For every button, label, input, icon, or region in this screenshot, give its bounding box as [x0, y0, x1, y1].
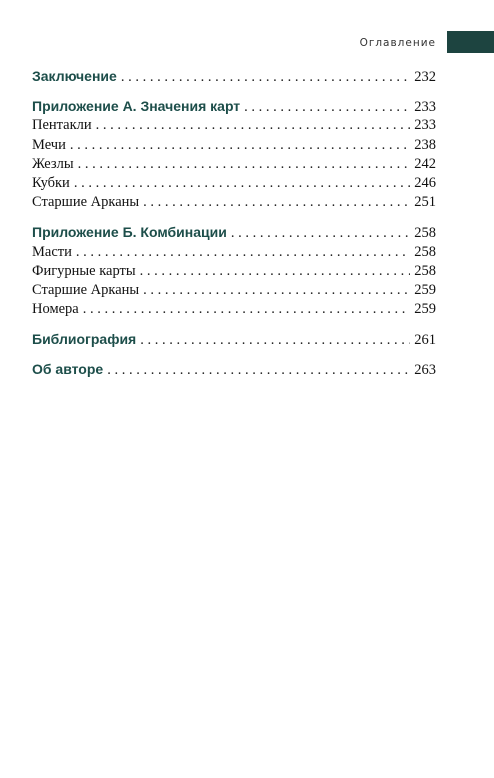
toc-page-number: 259	[414, 301, 436, 318]
leader-dots	[70, 137, 410, 154]
toc-entry-title: Библиография	[32, 331, 137, 348]
leader-dots	[107, 362, 410, 379]
toc-subentry[interactable]	[32, 137, 436, 156]
leader-dots	[83, 301, 411, 318]
leader-dots	[74, 175, 410, 192]
toc-entry-appendix-b[interactable]	[32, 224, 436, 243]
leader-dots	[140, 263, 411, 280]
toc-entry-title: Жезлы	[32, 155, 74, 172]
toc-entry-about-author[interactable]	[32, 361, 436, 380]
toc-subentry[interactable]	[32, 156, 436, 175]
toc-page-number: 261	[414, 332, 436, 349]
toc-entry-title: Старшие Арканы	[32, 194, 140, 211]
toc-page-number: 246	[414, 174, 436, 191]
toc-subentry[interactable]	[32, 282, 436, 301]
toc-page-number: 258	[414, 225, 436, 242]
toc-entry-title: Кубки	[32, 174, 70, 191]
leader-dots	[143, 194, 410, 211]
leader-dots	[121, 69, 410, 86]
toc-entry-title: Фигурные карты	[32, 262, 136, 279]
leader-dots	[76, 244, 410, 261]
toc-entry-title: Об авторе	[32, 361, 104, 378]
header-color-bar	[447, 31, 494, 53]
toc-entry-title: Приложение А. Значения карт	[32, 98, 241, 115]
leader-dots	[96, 117, 411, 134]
table-of-contents	[32, 68, 436, 381]
toc-subentry[interactable]	[32, 244, 436, 263]
leader-dots	[140, 332, 410, 349]
toc-subentry[interactable]	[32, 263, 436, 282]
running-head: Оглавление	[359, 37, 436, 49]
leader-dots	[78, 156, 411, 173]
toc-page-number: 258	[414, 243, 436, 260]
toc-subentry[interactable]	[32, 194, 436, 213]
toc-entry-title: Мечи	[32, 136, 66, 153]
toc-entry-title: Заключение	[32, 68, 117, 84]
leader-dots	[143, 282, 410, 299]
toc-entry-title: Номера	[32, 301, 79, 318]
toc-page-number: 233	[414, 117, 436, 134]
toc-entry-appendix-a[interactable]	[32, 98, 436, 117]
toc-page-number: 259	[414, 281, 436, 298]
toc-subentry[interactable]	[32, 175, 436, 194]
toc-entry-title: Пентакли	[32, 117, 92, 134]
toc-page-number: 232	[414, 69, 436, 85]
toc-subentry[interactable]	[32, 117, 436, 136]
toc-entry-conclusion[interactable]	[32, 68, 436, 87]
toc-page-number: 242	[414, 155, 436, 172]
toc-page-number: 238	[414, 136, 436, 153]
toc-subentry[interactable]	[32, 301, 436, 320]
leader-dots	[231, 225, 410, 242]
toc-page-number: 258	[414, 262, 436, 279]
leader-dots	[244, 99, 410, 116]
toc-entry-title: Приложение Б. Комбинации	[32, 224, 227, 241]
toc-page-number: 251	[414, 194, 436, 211]
toc-entry-bibliography[interactable]	[32, 331, 436, 350]
toc-entry-title: Старшие Арканы	[32, 281, 140, 298]
toc-page-number: 263	[414, 362, 436, 379]
toc-entry-title: Масти	[32, 243, 72, 260]
toc-page-number: 233	[414, 99, 436, 116]
